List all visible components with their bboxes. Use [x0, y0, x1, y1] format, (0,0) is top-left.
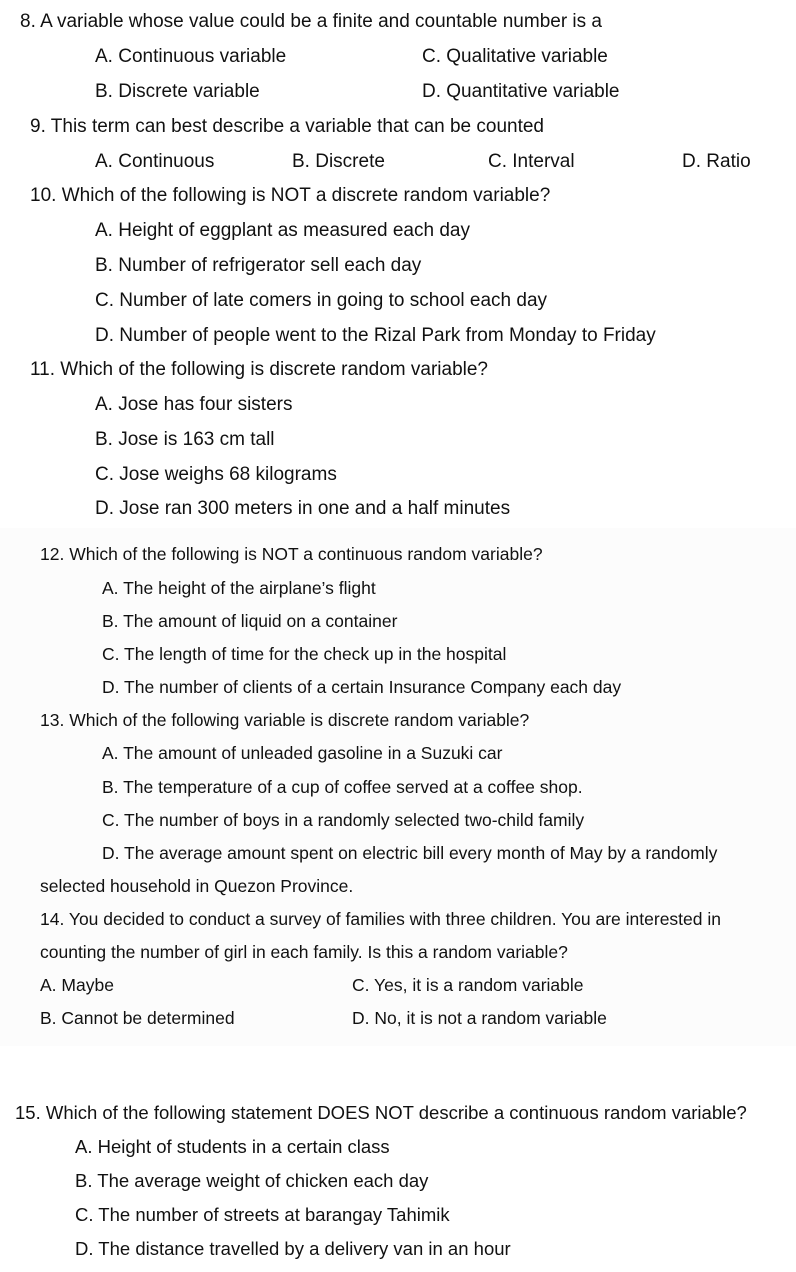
question-8-option-b: B. Discrete variable: [95, 81, 260, 102]
question-15-option-a: A. Height of students in a certain class: [75, 1136, 390, 1157]
question-10-option-b: B. Number of refrigerator sell each day: [95, 255, 422, 276]
question-8-option-d: D. Quantitative variable: [422, 81, 620, 102]
question-10-option-d: D. Number of people went to the Rizal Park from Monday to Friday: [95, 325, 656, 346]
question-11-option-d: D. Jose ran 300 meters in one and a half minutes: [95, 498, 511, 519]
question-9-stem: 9. This term can best describe a variable that can be counted: [30, 116, 545, 137]
question-13-option-d-line1: D. The average amount spent on electric bill every month of May by a randomly: [102, 843, 718, 863]
question-11-option-a: A. Jose has four sisters: [95, 394, 293, 415]
question-11-option-c: C. Jose weighs 68 kilograms: [95, 464, 337, 485]
question-13-option-d-line2: selected household in Quezon Province.: [40, 876, 354, 896]
question-15-option-c: C. The number of streets at barangay Tahimik: [75, 1204, 450, 1225]
question-13-option-a: A. The amount of unleaded gasoline in a Suzuki car: [102, 743, 503, 763]
question-11-stem: 11. Which of the following is discrete random variable?: [30, 359, 488, 380]
question-15-option-d: D. The distance travelled by a delivery van in an hour: [75, 1238, 511, 1259]
question-12-option-c: C. The length of time for the check up in the hospital: [102, 644, 507, 664]
question-12-option-a: A. The height of the airplane’s flight: [102, 578, 376, 598]
question-11-option-b: B. Jose is 163 cm tall: [95, 429, 275, 450]
question-10-option-c: C. Number of late comers in going to school each day: [95, 290, 548, 311]
question-9-option-a: A. Continuous: [95, 151, 215, 172]
question-14-option-a: A. Maybe: [40, 975, 114, 995]
question-10-option-a: A. Height of eggplant as measured each day: [95, 220, 470, 241]
question-9-option-c: C. Interval: [488, 151, 575, 172]
question-14-stem-line2: counting the number of girl in each family. Is this a random variable?: [40, 942, 568, 962]
question-8-option-a: A. Continuous variable: [95, 46, 287, 67]
question-15-stem: 15. Which of the following statement DOES NOT describe a continuous random variable?: [15, 1102, 747, 1123]
question-12-option-b: B. The amount of liquid on a container: [102, 611, 398, 631]
question-9-option-b: B. Discrete: [292, 151, 385, 172]
question-8-option-c: C. Qualitative variable: [422, 46, 608, 67]
question-12-stem: 12. Which of the following is NOT a continuous random variable?: [40, 544, 543, 564]
question-9-option-d: D. Ratio: [682, 151, 751, 172]
question-14-stem-line1: 14. You decided to conduct a survey of families with three children. You are interested in: [40, 909, 721, 929]
question-13-option-b: B. The temperature of a cup of coffee served at a coffee shop.: [102, 777, 583, 797]
question-12-option-d: D. The number of clients of a certain Insurance Company each day: [102, 677, 622, 697]
question-13-stem: 13. Which of the following variable is discrete random variable?: [40, 710, 530, 730]
question-13-option-c: C. The number of boys in a randomly selected two-child family: [102, 810, 585, 830]
question-14-option-d: D. No, it is not a random variable: [352, 1008, 607, 1028]
question-8-stem: 8. A variable whose value could be a finite and countable number is a: [20, 11, 602, 32]
question-10-stem: 10. Which of the following is NOT a discrete random variable?: [30, 185, 551, 206]
question-14-option-b: B. Cannot be determined: [40, 1008, 235, 1028]
question-14-option-c: C. Yes, it is a random variable: [352, 975, 584, 995]
question-15-option-b: B. The average weight of chicken each day: [75, 1170, 429, 1191]
